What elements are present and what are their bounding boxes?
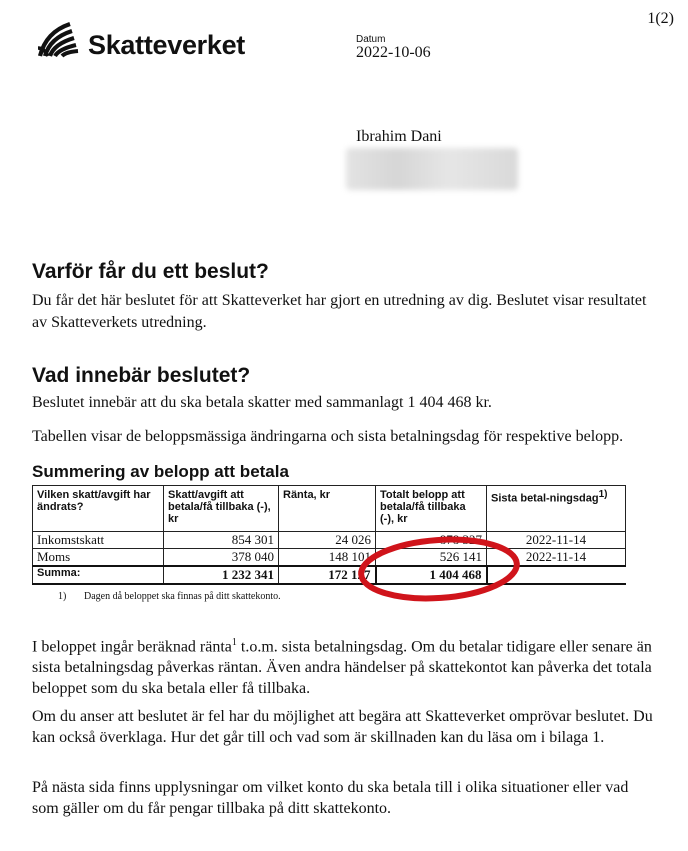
paragraph-appeal: Om du anser att beslutet är fel har du möjlighet att begära att Skatteverket omprövar beslutet. Du kan också överklaga. Hur det går till och vad som är skillnaden kan du läsa om i bilaga 1. xyxy=(32,708,653,746)
section-body-meaning-2: Tabellen visar de beloppsmässiga ändringarna och sista betalningsdag för respektive belopp. xyxy=(32,428,624,445)
paragraph-next-page: På nästa sida finns upplysningar om vilket konto du ska betala till i olika situationer eller vad som gäller om du får pengar tillbaka på ditt skattekonto. xyxy=(32,779,629,817)
total-label: Summa: xyxy=(33,566,164,584)
row-amount: 854 301 xyxy=(164,532,279,549)
paragraph-interest-sup: 1 xyxy=(231,637,237,648)
col-header-due-date xyxy=(487,486,626,532)
recipient-name: Ibrahim Dani xyxy=(356,128,442,145)
highlight-circle xyxy=(356,534,522,604)
row-total: 526 141 xyxy=(376,549,487,567)
col-header-due-date-sup: 1) xyxy=(598,489,608,500)
row-interest: 24 026 xyxy=(279,532,376,549)
paragraph-interest xyxy=(32,632,657,699)
highlight-ellipse xyxy=(359,535,519,604)
table-header-row xyxy=(33,486,626,532)
section-body-meaning-1: Beslutet innebär att du ska betala skatter med sammanlagt 1 404 468 kr. xyxy=(32,394,492,411)
table-total-row xyxy=(33,566,626,584)
col-header-due-date-label: Sista betal-ningsdag xyxy=(491,492,599,505)
total-interest: 172 127 xyxy=(279,566,376,584)
skatteverket-logo-icon xyxy=(36,18,86,60)
paragraph-interest-part2: t.o.m. sista betalningsdag. Om du betalar tidigare eller senare än sista betalningsdag påverkas räntan. Även andra händelser på skattekontot kan påverka det totala beloppet som du ska betala eller få tillbaka. xyxy=(32,638,652,698)
table-row xyxy=(33,532,626,549)
footnote-mark: 1) xyxy=(58,591,67,602)
date-value: 2022-10-06 xyxy=(356,44,431,61)
total-grand: 1 404 468 xyxy=(376,566,487,584)
row-total: 878 327 xyxy=(376,532,487,549)
summary-table xyxy=(32,485,626,585)
col-header-amount: Skatt/avgift att betala/få tillbaka (-), kr xyxy=(164,486,279,532)
row-name: Inkomstskatt xyxy=(33,532,164,549)
row-due: 2022-11-14 xyxy=(487,532,626,549)
table-row xyxy=(33,549,626,567)
section-body-why: Du får det här beslutet för att Skatteverket har gjort en utredning av dig. Beslutet visar resultatet av Skatteverkets utredning. xyxy=(32,292,647,331)
logo-text: Skatteverket xyxy=(88,30,246,60)
row-due: 2022-11-14 xyxy=(487,549,626,567)
col-header-interest: Ränta, kr xyxy=(279,486,376,532)
redacted-address xyxy=(346,148,518,190)
row-name: Moms xyxy=(33,549,164,567)
col-header-total: Totalt belopp att betala/få tillbaka (-), kr xyxy=(376,486,487,532)
summary-heading: Summering av belopp att betala xyxy=(32,462,289,481)
total-amount: 1 232 341 xyxy=(164,566,279,584)
paragraph-interest-part1: I beloppet ingår beräknad ränta xyxy=(32,638,232,656)
section-heading-meaning: Vad innebär beslutet? xyxy=(32,364,251,387)
section-heading-why: Varför får du ett beslut? xyxy=(32,260,269,283)
footnote-text: Dagen då beloppet ska finnas på ditt skattekonto. xyxy=(84,591,281,602)
row-interest: 148 101 xyxy=(279,549,376,567)
date-label: Datum xyxy=(356,34,386,45)
row-amount: 378 040 xyxy=(164,549,279,567)
col-header-tax-type: Vilken skatt/avgift har ändrats? xyxy=(33,486,164,532)
page-number: 1(2) xyxy=(647,10,674,27)
